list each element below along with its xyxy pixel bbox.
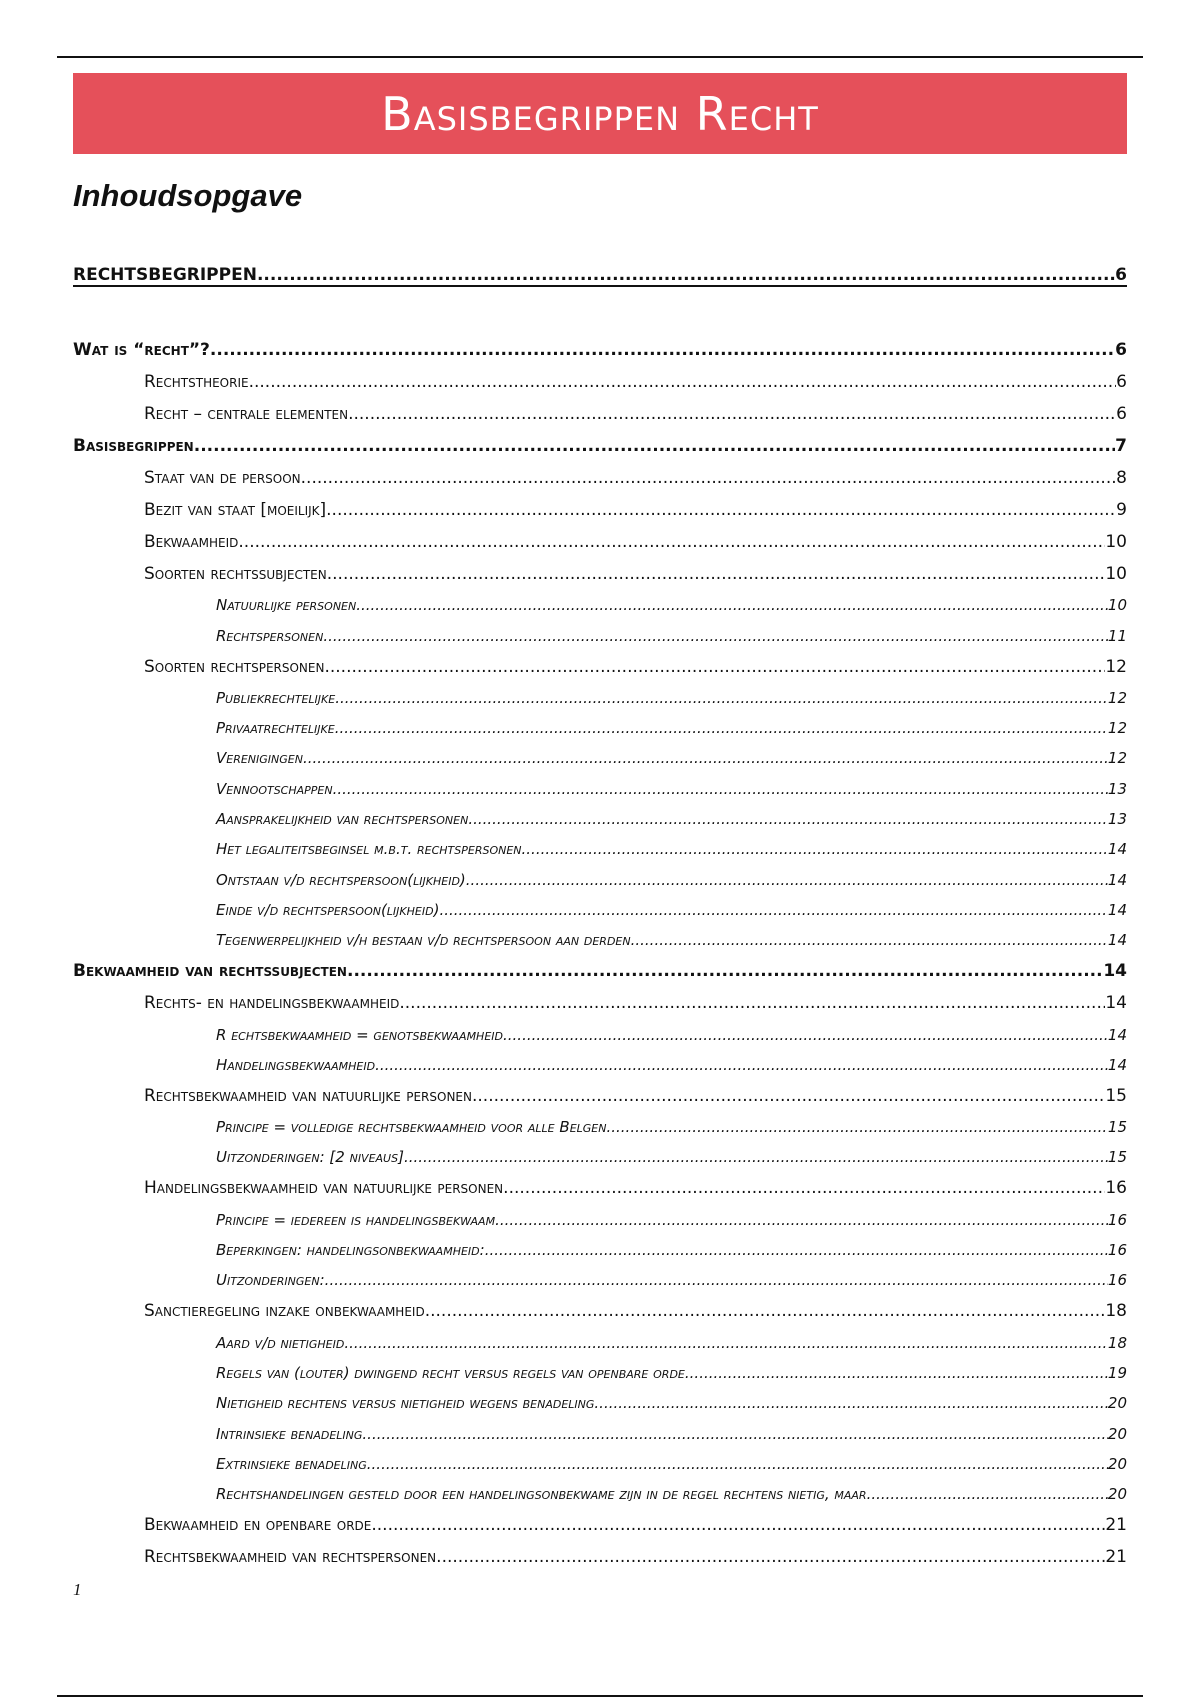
toc-entry-page: 7 bbox=[1115, 436, 1127, 456]
dot-leader bbox=[375, 1056, 1108, 1074]
top-rule bbox=[57, 56, 1143, 58]
dot-leader bbox=[472, 1086, 1105, 1106]
toc-entry-label: Rechtstheorie bbox=[144, 372, 249, 392]
toc-main-entry[interactable] bbox=[73, 255, 1127, 287]
toc-entry[interactable] bbox=[73, 392, 1127, 424]
toc-entry[interactable] bbox=[73, 328, 1127, 360]
toc-entry[interactable] bbox=[73, 552, 1127, 584]
toc-entry-page: 21 bbox=[1105, 1547, 1127, 1568]
toc-entry-label: Bekwaamheid en openbare orde bbox=[144, 1515, 372, 1536]
toc-main-page: 6 bbox=[1115, 265, 1127, 285]
toc-entry[interactable] bbox=[73, 737, 1127, 767]
toc-entry-label: Sanctieregeling inzake onbekwaamheid bbox=[144, 1301, 425, 1322]
dot-leader bbox=[867, 1485, 1108, 1503]
toc-entry-page: 12 bbox=[1107, 688, 1127, 707]
toc-entry[interactable] bbox=[73, 828, 1127, 858]
dot-leader bbox=[594, 1394, 1108, 1412]
toc-entry-label: Soorten rechtssubjecten bbox=[144, 564, 327, 584]
toc-entry-page: 16 bbox=[1107, 1241, 1127, 1260]
toc-entry[interactable] bbox=[73, 1166, 1127, 1198]
toc-entry-label: Rechtshandelingen gesteld door een handelingsonbekwame zijn in de regel rechtens nietig, maar bbox=[216, 1485, 867, 1504]
dot-leader bbox=[503, 1026, 1108, 1044]
document-title: Basisbegrippen Recht bbox=[381, 86, 819, 141]
toc-entry[interactable] bbox=[73, 1198, 1127, 1228]
dot-leader bbox=[404, 1148, 1108, 1166]
toc-entry[interactable] bbox=[73, 949, 1127, 981]
dot-leader bbox=[425, 1301, 1106, 1321]
toc-entry[interactable] bbox=[73, 614, 1127, 644]
dot-leader bbox=[210, 340, 1115, 360]
toc-entry[interactable] bbox=[73, 1289, 1127, 1321]
toc-entry-label: Natuurlijke personen bbox=[216, 596, 357, 615]
toc-entry-page: 20 bbox=[1107, 1424, 1127, 1443]
toc-entry-page: 15 bbox=[1107, 1148, 1127, 1167]
toc-entry[interactable] bbox=[73, 1352, 1127, 1382]
toc-entry-page: 21 bbox=[1105, 1515, 1127, 1536]
toc-entry-label: R echtsbekwaamheid = genotsbekwaamheid bbox=[216, 1025, 503, 1044]
toc-entry-label: Intrinsieke benadeling bbox=[216, 1424, 363, 1443]
toc-entry[interactable] bbox=[73, 1106, 1127, 1136]
toc-entry[interactable] bbox=[73, 1229, 1127, 1259]
toc-entry-page: 10 bbox=[1105, 532, 1127, 552]
toc-entry-label: Soorten rechtspersonen bbox=[144, 656, 325, 677]
toc-entry-page: 12 bbox=[1107, 749, 1127, 768]
toc-entry-page: 16 bbox=[1105, 1178, 1127, 1199]
toc-entry[interactable] bbox=[73, 1136, 1127, 1166]
dot-leader bbox=[356, 596, 1108, 614]
dot-leader bbox=[194, 436, 1115, 456]
toc-entry-label: Ontstaan v/d rechtspersoon(lijkheid) bbox=[216, 870, 466, 889]
dot-leader bbox=[301, 468, 1117, 488]
dot-leader bbox=[257, 265, 1115, 285]
dot-leader bbox=[347, 961, 1103, 981]
toc-entry-page: 6 bbox=[1116, 404, 1127, 424]
toc-entry-page: 18 bbox=[1105, 1301, 1127, 1322]
dot-leader bbox=[325, 1271, 1108, 1289]
toc-entry-label: Tegenwerpelijkheid v/h bestaan v/d rechtspersoon aan derden bbox=[216, 931, 631, 950]
dot-leader bbox=[503, 1178, 1105, 1198]
toc-list bbox=[73, 328, 1127, 1567]
toc-entry-label: Einde v/d rechtspersoon(lijkheid) bbox=[216, 900, 440, 919]
toc-entry-page: 16 bbox=[1107, 1210, 1127, 1229]
toc-entry-label: Handelingsbekwaamheid van natuurlijke personen bbox=[144, 1178, 504, 1199]
toc-entry[interactable] bbox=[73, 1321, 1127, 1351]
toc-entry-page: 14 bbox=[1107, 870, 1127, 889]
toc-entry[interactable] bbox=[73, 1074, 1127, 1106]
dot-leader bbox=[348, 404, 1116, 424]
toc-entry[interactable] bbox=[73, 1503, 1127, 1535]
toc-entry-label: Nietigheid rechtens versus nietigheid wegens benadeling bbox=[216, 1394, 595, 1413]
toc-entry[interactable] bbox=[73, 360, 1127, 392]
toc-entry-page: 10 bbox=[1107, 596, 1127, 615]
dot-leader bbox=[485, 1241, 1108, 1259]
dot-leader bbox=[606, 1118, 1107, 1136]
toc-main-label: RECHTSBEGRIPPEN bbox=[73, 265, 257, 285]
toc-entry-label: Bekwaamheid bbox=[144, 532, 239, 552]
toc-entry-page: 14 bbox=[1107, 840, 1127, 859]
toc-entry-label: Rechtspersonen bbox=[216, 626, 324, 645]
toc-entry[interactable] bbox=[73, 1473, 1127, 1503]
toc-entry-label: Verenigingen bbox=[216, 749, 303, 768]
toc-entry-label: Rechts- en handelingsbekwaamheid bbox=[144, 993, 400, 1014]
dot-leader bbox=[399, 993, 1105, 1013]
toc-entry-page: 10 bbox=[1105, 564, 1127, 584]
dot-leader bbox=[468, 810, 1108, 828]
dot-leader bbox=[326, 500, 1116, 520]
toc-entry-label: Publiekrechtelijke bbox=[216, 688, 336, 707]
dot-leader bbox=[371, 1515, 1105, 1535]
dot-leader bbox=[335, 689, 1108, 707]
toc-entry[interactable] bbox=[73, 798, 1127, 828]
toc-entry[interactable] bbox=[73, 1013, 1127, 1043]
toc-entry[interactable] bbox=[73, 889, 1127, 919]
dot-leader bbox=[327, 564, 1106, 584]
dot-leader bbox=[323, 627, 1108, 645]
toc-entry-label: Beperkingen: handelingsonbekwaamheid: bbox=[216, 1241, 485, 1260]
toc-entry-label: Recht – centrale elementen bbox=[144, 404, 349, 424]
toc-entry[interactable] bbox=[73, 424, 1127, 456]
dot-leader bbox=[249, 372, 1117, 392]
dot-leader bbox=[238, 532, 1105, 552]
dot-leader bbox=[439, 901, 1107, 919]
dot-leader bbox=[436, 1547, 1105, 1567]
bottom-rule bbox=[57, 1695, 1143, 1697]
toc-entry[interactable] bbox=[73, 677, 1127, 707]
dot-leader bbox=[303, 749, 1108, 767]
toc-entry-page: 13 bbox=[1107, 779, 1127, 798]
toc-entry-page: 14 bbox=[1107, 1025, 1127, 1044]
toc-entry[interactable] bbox=[73, 1443, 1127, 1473]
toc-entry[interactable] bbox=[73, 1259, 1127, 1289]
toc-entry-label: Privaatrechtelijke bbox=[216, 719, 335, 738]
toc-entry-page: 14 bbox=[1103, 961, 1127, 982]
toc-entry-label: Bezit van staat [moeilijk] bbox=[144, 500, 327, 520]
toc-entry-label: Het legaliteitsbeginsel m.b.t. rechtspersonen bbox=[216, 840, 522, 859]
toc-entry[interactable] bbox=[73, 981, 1127, 1013]
toc-entry-page: 19 bbox=[1107, 1363, 1127, 1382]
toc-entry-page: 20 bbox=[1107, 1394, 1127, 1413]
toc-entry-page: 16 bbox=[1107, 1271, 1127, 1290]
toc-entry-label: Bekwaamheid van rechtssubjecten bbox=[73, 961, 347, 982]
toc-entry-label: Principe = volledige rechtsbekwaamheid voor alle Belgen bbox=[216, 1118, 607, 1137]
toc-entry-label: Staat van de persoon bbox=[144, 468, 301, 488]
toc-entry[interactable] bbox=[73, 707, 1127, 737]
toc-entry-label: Vennootschappen bbox=[216, 779, 333, 798]
title-banner bbox=[73, 73, 1127, 154]
toc-entry-page: 9 bbox=[1116, 500, 1127, 520]
dot-leader bbox=[333, 780, 1108, 798]
toc-entry-label: Basisbegrippen bbox=[73, 436, 194, 456]
dot-leader bbox=[522, 840, 1108, 858]
toc-entry-label: Extrinsieke benadeling bbox=[216, 1454, 367, 1473]
toc-entry-label: Rechtsbekwaamheid van rechtspersonen bbox=[144, 1547, 437, 1568]
toc-entry[interactable] bbox=[73, 584, 1127, 614]
toc-entry-label: Aansprakelijkheid van rechtspersonen bbox=[216, 810, 469, 829]
toc-entry-label: Regels van (louter) dwingend recht versus regels van openbare orde bbox=[216, 1363, 685, 1382]
toc-entry-label: Uitzonderingen: [2 niveaus] bbox=[216, 1148, 404, 1167]
toc-heading: Inhoudsopgave bbox=[73, 178, 303, 213]
toc-entry-page: 15 bbox=[1105, 1085, 1127, 1106]
toc-entry[interactable] bbox=[73, 1044, 1127, 1074]
toc-entry-label: Principe = iedereen is handelingsbekwaam bbox=[216, 1210, 496, 1229]
toc-entry-page: 8 bbox=[1116, 468, 1127, 488]
toc-entry-label: Uitzonderingen: bbox=[216, 1271, 325, 1290]
toc-entry-page: 20 bbox=[1107, 1454, 1127, 1473]
toc-entry-page: 12 bbox=[1107, 719, 1127, 738]
toc-entry[interactable] bbox=[73, 488, 1127, 520]
dot-leader bbox=[362, 1425, 1108, 1443]
dot-leader bbox=[367, 1455, 1108, 1473]
toc-entry[interactable] bbox=[73, 1535, 1127, 1567]
dot-leader bbox=[344, 1334, 1108, 1352]
dot-leader bbox=[324, 657, 1105, 677]
toc-entry-page: 20 bbox=[1107, 1485, 1127, 1504]
dot-leader bbox=[495, 1211, 1108, 1229]
toc-entry-label: Handelingsbekwaamheid bbox=[216, 1055, 376, 1074]
toc-entry-page: 14 bbox=[1107, 900, 1127, 919]
toc-entry[interactable] bbox=[73, 767, 1127, 797]
toc-entry[interactable] bbox=[73, 919, 1127, 949]
toc-entry-page: 6 bbox=[1116, 372, 1127, 392]
toc-entry[interactable] bbox=[73, 858, 1127, 888]
toc-entry[interactable] bbox=[73, 1382, 1127, 1412]
dot-leader bbox=[466, 871, 1108, 889]
toc-entry-page: 6 bbox=[1115, 340, 1127, 360]
page-number: 1 bbox=[73, 1580, 82, 1599]
toc-entry-page: 12 bbox=[1105, 656, 1127, 677]
toc-entry[interactable] bbox=[73, 520, 1127, 552]
toc-entry[interactable] bbox=[73, 456, 1127, 488]
toc-entry-label: Wat is “recht”? bbox=[73, 340, 210, 360]
toc-entry-label: Rechtsbekwaamheid van natuurlijke personen bbox=[144, 1085, 472, 1106]
toc-entry-page: 13 bbox=[1107, 810, 1127, 829]
toc-entry-page: 15 bbox=[1107, 1118, 1127, 1137]
toc-entry-page: 14 bbox=[1105, 993, 1127, 1014]
toc-entry-page: 14 bbox=[1107, 931, 1127, 950]
toc-entry-page: 11 bbox=[1107, 626, 1127, 645]
dot-leader bbox=[335, 719, 1108, 737]
dot-leader bbox=[685, 1364, 1108, 1382]
toc-entry-page: 14 bbox=[1107, 1055, 1127, 1074]
toc-entry-page: 18 bbox=[1107, 1333, 1127, 1352]
toc-entry[interactable] bbox=[73, 645, 1127, 677]
toc-entry[interactable] bbox=[73, 1412, 1127, 1442]
dot-leader bbox=[631, 931, 1108, 949]
toc-entry-label: Aard v/d nietigheid bbox=[216, 1333, 345, 1352]
